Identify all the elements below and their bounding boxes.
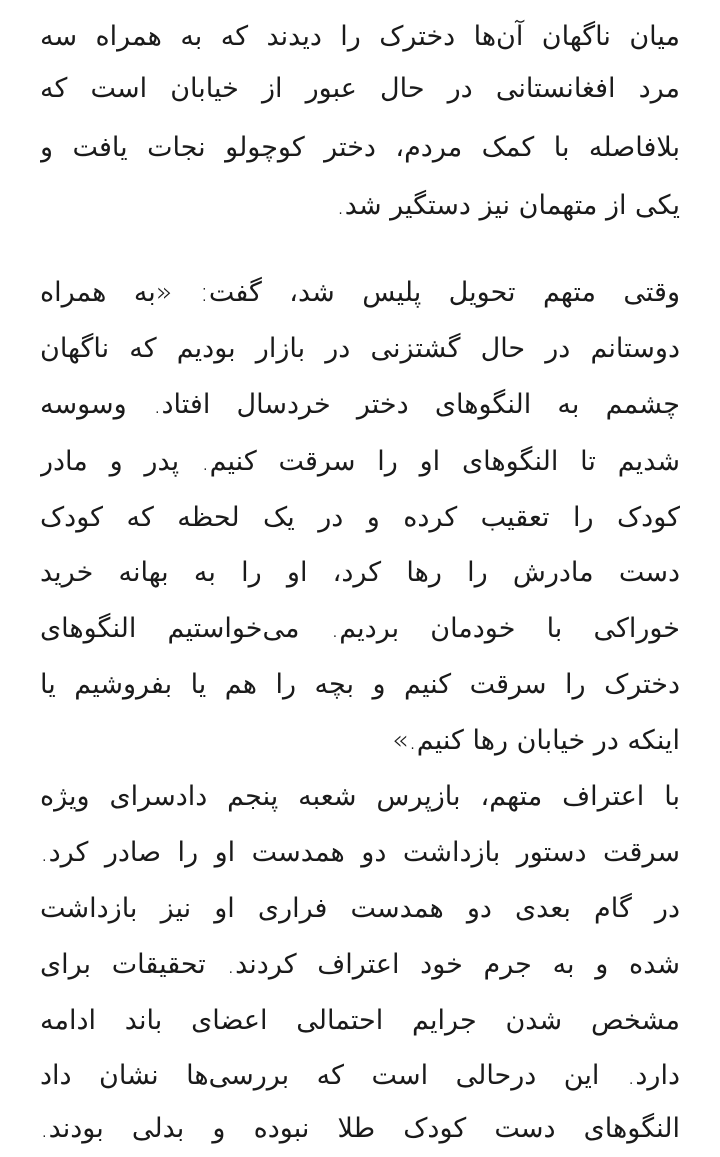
text-line: مرد افغانستانی در حال عبور از خیابان است که (40, 73, 680, 104)
text-line: دوستانم در حال گشتزنی در بازار بودیم که ناگهان (40, 333, 680, 364)
text-line: با اعتراف متهم، بازپرس شعبه پنجم دادسرای ویژه (40, 781, 680, 812)
text-line: وقتی متهم تحویل پلیس شد، گفت: «به همراه (40, 277, 680, 308)
text-line: سرقت دستور بازداشت دو همدست او را صادر کرد. (40, 837, 680, 868)
text-line: چشمم به النگوهای دختر خردسال افتاد. وسوسه (40, 389, 680, 420)
text-line: النگوهای دست کودک طلا نبوده و بدلی بودند. (40, 1113, 680, 1144)
text-line: شده و به جرم خود اعتراف کردند. تحقیقات برای (40, 949, 680, 980)
text-line: دخترک را سرقت کنیم و بچه را هم یا بفروشیم یا (40, 669, 680, 700)
text-line: کودک را تعقیب کرده و در یک لحظه که کودک (40, 502, 680, 533)
text-line: میان ناگهان آن‌ها دخترک را دیدند که به همراه سه (40, 21, 680, 52)
text-line: خوراکی با خودمان بردیم. می‌خواستیم النگوهای (40, 613, 680, 644)
text-line: دارد. این درحالی است که بررسی‌ها نشان داد (40, 1060, 680, 1091)
text-line: یکی از متهمان نیز دستگیر شد. (336, 190, 680, 221)
text-line: اینکه در خیابان رها کنیم.» (391, 725, 680, 756)
text-line: شدیم تا النگوهای او را سرقت کنیم. پدر و مادر (40, 446, 680, 477)
text-line: در گام بعدی دو همدست فراری او نیز بازداشت (40, 893, 680, 924)
text-line: دست مادرش را رها کرد، او را به بهانه خرید (40, 557, 680, 588)
text-line: مشخص شدن جرایم احتمالی اعضای باند ادامه (40, 1005, 680, 1036)
text-line: بلافاصله با کمک مردم، دختر کوچولو نجات یافت و (40, 132, 680, 163)
